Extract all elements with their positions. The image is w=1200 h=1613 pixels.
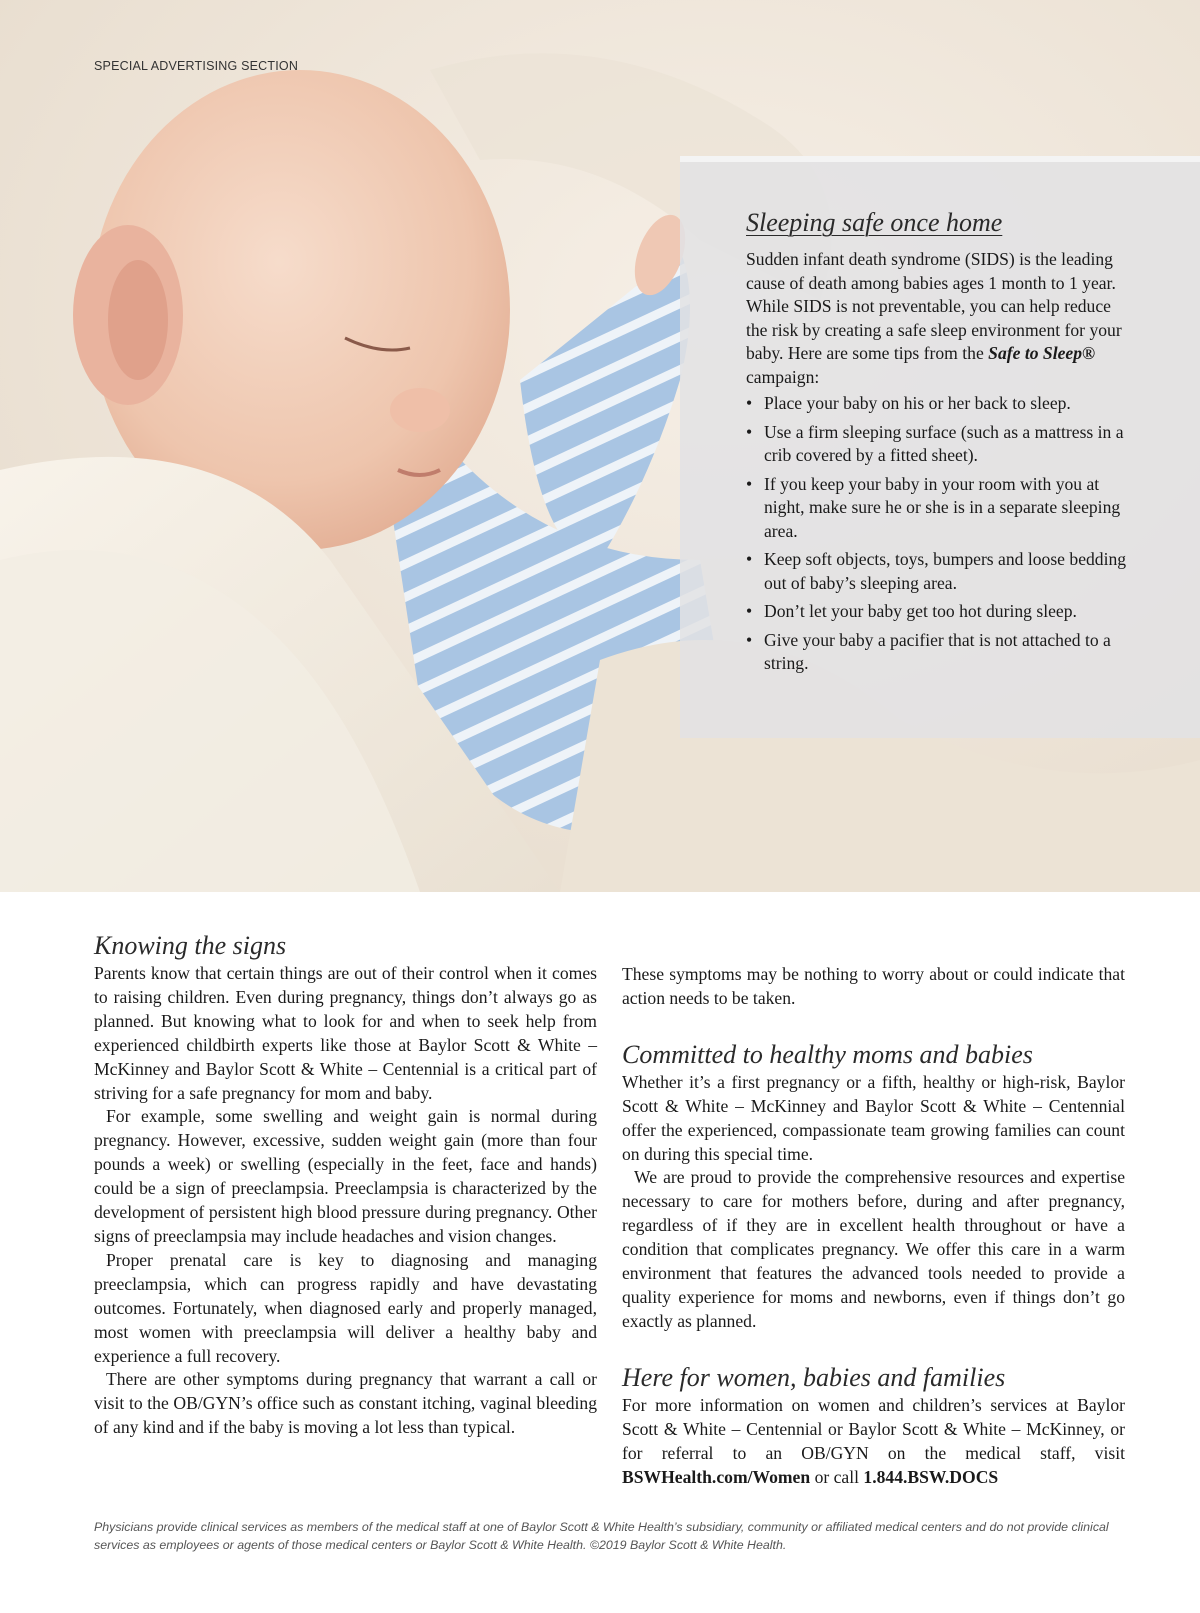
knowing-paragraph-4: There are other symptoms during pregnancy that warrant a call or visit to the OB/GYN’s office such as constant itching, vaginal bleeding of any kind and if the baby is moving a lot less than typical. (94, 1369, 597, 1438)
campaign-name: Safe to Sleep® (988, 343, 1096, 363)
committed-heading: Committed to healthy moms and babies (622, 1039, 1033, 1069)
article-left-column (94, 930, 597, 1440)
sidebar-title: Sleeping safe once home (746, 208, 1003, 237)
sleeping-safe-sidebar (680, 156, 1200, 738)
knowing-paragraph-1: Parents know that certain things are out of their control when it comes to raising children. Even during pregnancy, things don’t always go as planned. But knowing what to look for and when to seek help from experienced childbirth experts like those at Baylor Scott & White – McKinney and Baylor Scott & White – Centennial is a critical part of striving for a safe pregnancy for mom and baby. (94, 963, 597, 1103)
committed-paragraph-2: We are proud to provide the comprehensive resources and expertise necessary to care for mothers before, during and after pregnancy, regardless of if they are in excellent health throughout or have a condition that complicates pregnancy. We offer this care in a warm environment that features the advanced tools needed to provide a quality experience for moms and newborns, even if things don’t go exactly as planned. (622, 1167, 1125, 1331)
sidebar-intro-text: Sudden infant death syndrome (SIDS) is the leading cause of death among babies ages 1 month to 1 year. While SIDS is not preventable, you can help reduce the risk by creating a safe sleep environment for your baby. Here are some tips from the (746, 249, 1122, 363)
here-paragraph (622, 1394, 1125, 1490)
here-text: For more information on women and children’s services at Baylor Scott & White – Centennial or Baylor Scott & White – McKinney, or for referral to an OB/GYN on the medical staff, visit (622, 1394, 1125, 1463)
sidebar-intro-end: campaign: (746, 366, 820, 387)
disclaimer: Physicians provide clinical services as members of the medical staff at one of Baylor Scott & White Health’s subsidiary, community or affiliated medical centers and do not provide clinical services as employees or agents of those medical centers or Baylor Scott & White Health. ©2019 Baylor Scott & White Health. (94, 1520, 1109, 1552)
section-label: SPECIAL ADVERTISING SECTION (94, 59, 299, 73)
safe-sleep-tips-list (746, 392, 1132, 676)
tip-item: • Keep soft objects, toys, bumpers and loose bedding out of baby’s sleeping area. (746, 548, 1132, 595)
tip-item: • Place your baby on his or her back to sleep. (746, 392, 1132, 416)
tip-item: • Don’t let your baby get too hot during sleep. (746, 600, 1132, 624)
article-right-column (622, 963, 1125, 1489)
knowing-paragraph-3: Proper prenatal care is key to diagnosing and managing preeclampsia, which can progress rapidly and have devastating outcomes. Fortunately, when diagnosed early and properly managed, most women with preeclampsia will deliver a healthy baby and experience a full recovery. (94, 1249, 597, 1366)
knowing-paragraph-5: These symptoms may be nothing to worry about or could indicate that action needs to be taken. (622, 964, 1125, 1008)
or-call-text: or call (814, 1466, 860, 1487)
tip-item: • If you keep your baby in your room with you at night, make sure he or she is in a separate sleeping area. (746, 473, 1132, 544)
tip-item: • Give your baby a pacifier that is not attached to a string. (746, 629, 1132, 676)
sidebar-intro (746, 248, 1126, 389)
website-link[interactable]: BSWHealth.com/Women (622, 1466, 811, 1487)
here-heading: Here for women, babies and families (622, 1362, 1006, 1392)
phone-number[interactable]: 1.844.BSW.DOCS (863, 1466, 999, 1487)
tip-item: • Use a firm sleeping surface (such as a mattress in a crib covered by a fitted sheet). (746, 421, 1132, 468)
committed-paragraph-1: Whether it’s a first pregnancy or a fifth, healthy or high-risk, Baylor Scott & White – McKinney and Baylor Scott & White – Centennial offer the experienced, compassionate team growing families can count on during this special time. (622, 1071, 1125, 1164)
knowing-heading: Knowing the signs (94, 931, 287, 960)
knowing-paragraph-2: For example, some swelling and weight gain is normal during pregnancy. However, excessive, sudden weight gain (more than four pounds a week) or swelling (especially in the feet, face and hands) could be a sign of preeclampsia. Preeclampsia is characterized by the development of persistent high blood pressure during pregnancy. Other signs of preeclampsia may include headaches and vision changes. (94, 1106, 597, 1246)
